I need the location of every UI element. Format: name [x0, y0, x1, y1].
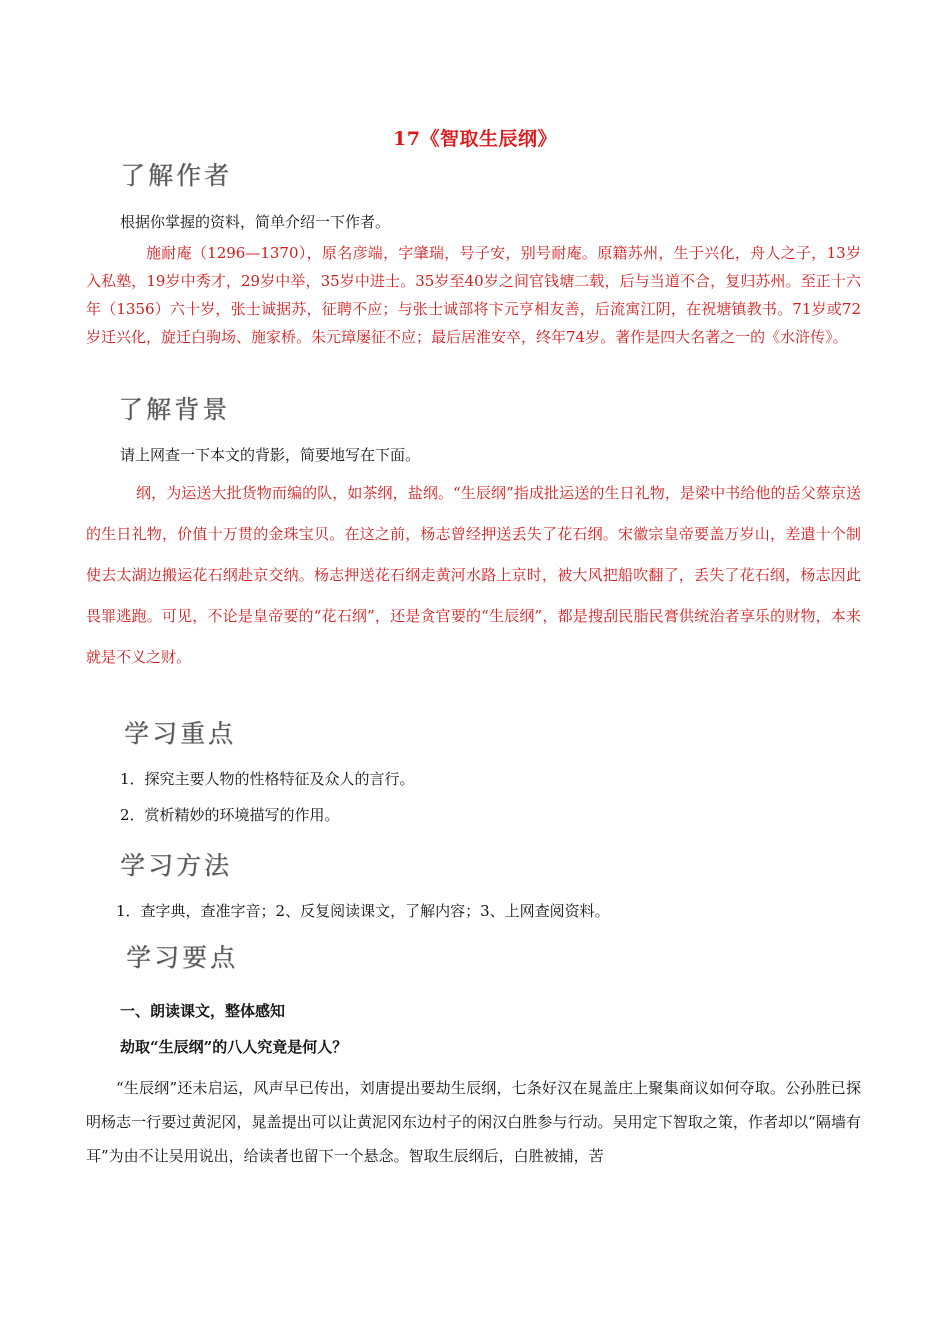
method-heading: 学习方法 [120, 851, 233, 880]
points-question: 劫取“生辰纲”的八人究竟是何人？ [120, 1038, 348, 1056]
points-body: “生辰纲”还未启运，风声早已传出，刘唐提出要劫生辰纲，七条好汉在晁盖庄上聚集商议如何夺取。公孙胜已探明杨志一行要过黄泥冈，晁盖提出可以让黄泥冈东边村子的闲汉白胜参与行动。吴用定下智取之策，作者却以“隔墙有耳”为由不让吴用说出，给读者也留下一个悬念。智取生辰纲后，白胜被捕，苦 [86, 1079, 861, 1165]
background-heading: 了解背景 [118, 395, 231, 424]
focus-heading: 学习重点 [124, 719, 237, 748]
points-subheading: 一、朗读课文，整体感知 [120, 1002, 286, 1020]
author-heading: 了解作者 [120, 161, 233, 190]
method-text: 1．查字典，查准字音；2、反复阅读课文，了解内容；3、上网查阅资料。 [116, 902, 610, 920]
background-prompt: 请上网查一下本文的背影，简要地写在下面。 [120, 446, 421, 464]
focus-item-2: 2．赏析精妙的环境描写的作用。 [120, 806, 340, 824]
points-heading: 学习要点 [126, 943, 239, 972]
author-answer: 施耐庵（1296—1370），原名彦端，字肇瑞，号子安，别号耐庵。原籍苏州，生于兴化，舟人之子，13岁入私塾，19岁中秀才，29岁中举，35岁中进士。35岁至40岁之间官钱塘二载，后与当道不合，复归苏州。至正十六年（1356）六十岁，张士诚据苏，征聘不应；与张士诚部将卞元亨相友善，后流寓江阴，在祝塘镇教书。71岁或72岁迁兴化，旋迁白驹场、施家桥。朱元璋屡征不应；最后居淮安卒，终年74岁。著作是四大名著之一的《水浒传》。 [86, 244, 861, 346]
document-title: 17《智取生辰纲》 [393, 128, 557, 150]
background-answer: 纲，为运送大批货物而编的队，如茶纲，盐纲。“生辰纲”指成批运送的生日礼物，是梁中书给他的岳父蔡京送的生日礼物，价值十万贯的金珠宝贝。在这之前，杨志曾经押送丢失了花石纲。宋徽宗皇帝要盖万岁山，差遣十个制使去太湖边搬运花石纲赴京交纳。杨志押送花石纲走黄河水路上京时，被大风把船吹翻了，丢失了花石纲，杨志因此畏罪逃跑。可见，不论是皇帝要的“花石纲”，还是贪官要的“生辰纲”，都是搜刮民脂民膏供统治者享乐的财物，本来就是不义之财。 [86, 484, 861, 666]
author-prompt: 根据你掌握的资料，简单介绍一下作者。 [120, 213, 391, 231]
focus-item-1: 1．探究主要人物的性格特征及众人的言行。 [120, 770, 415, 788]
